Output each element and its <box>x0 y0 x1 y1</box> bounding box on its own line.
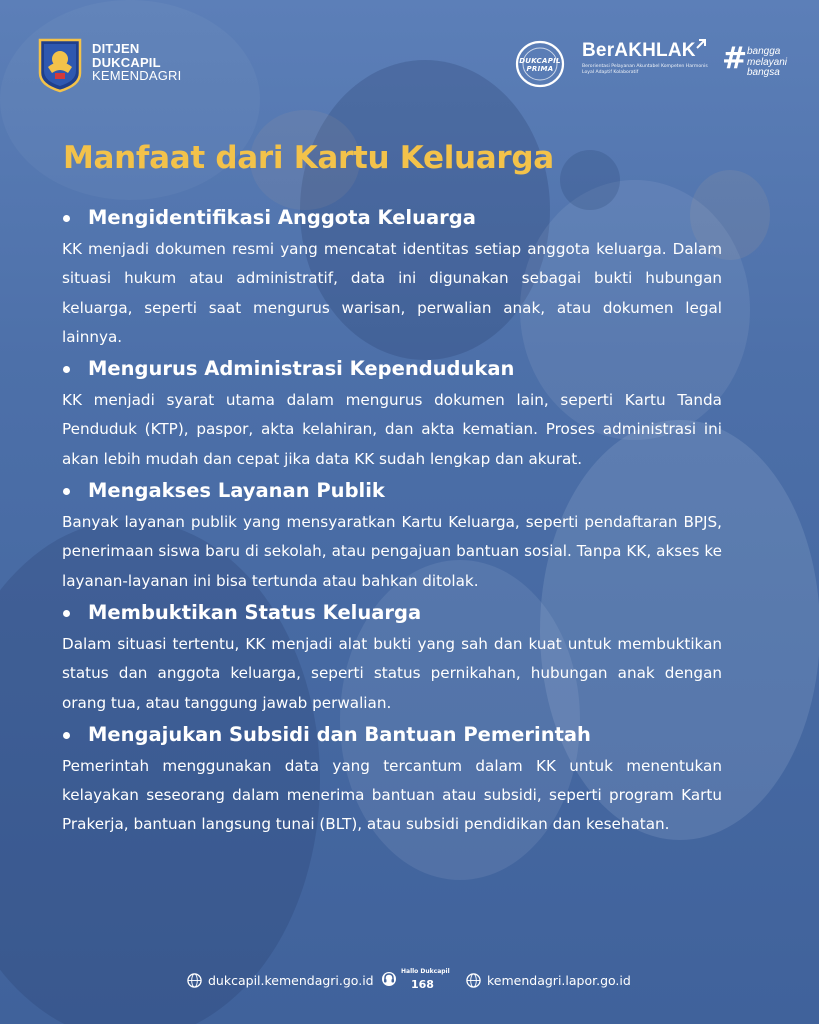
benefit-body: KK menjadi syarat utama dalam mengurus dokumen lain, seperti Kartu Tanda Penduduk (KTP), paspor, akta kelahiran, dan akta kematian. Proses administrasi ini akan lebih mudah dan cepat jika data KK sudah lengkap dan akurat. <box>62 391 722 468</box>
website-link[interactable] <box>187 970 374 990</box>
footer <box>0 964 819 996</box>
benefit-heading-text: Mengakses Layanan Publik <box>88 479 385 503</box>
prima-label: DUKCAPIL PRIMA <box>519 57 561 73</box>
org-line: KEMENDAGRI <box>92 68 182 83</box>
org-line: DITJEN <box>92 41 140 56</box>
benefit-body: Banyak layanan publik yang mensyaratkan Kartu Keluarga, seperti pendaftaran BPJS, penerimaan siswa baru di sekolah, atau pengajuan bantuan sosial. Tanpa KK, akses ke layanan-layanan ini bisa tertunda atau bahkan ditolak. <box>62 513 722 590</box>
headset-icon <box>381 971 397 987</box>
garuda-emblem-icon <box>37 37 83 93</box>
berakhlak-title: BerAKHLAK <box>582 40 696 61</box>
hallo-label: Hallo Dukcapil <box>401 968 450 975</box>
header <box>0 0 819 110</box>
benefit-body: Pemerintah menggunakan data yang tercantum dalam KK untuk menentukan kelayakan seseorang dalam menerima bantuan atau subsidi, seperti program Kartu Prakerja, bantuan langsung tunai (BLT), atau subsidi pendidikan dan kesehatan. <box>62 756 722 834</box>
benefit-heading <box>62 204 722 231</box>
bullet-icon <box>63 488 70 495</box>
bangga-line: melayani <box>747 56 788 68</box>
bangga-text <box>747 47 787 79</box>
lapor-text: kemendagri.lapor.go.id <box>487 972 631 988</box>
benefit-section <box>62 355 722 474</box>
benefit-heading-text: Membuktikan Status Keluarga <box>88 600 422 624</box>
website-text: dukcapil.kemendagri.go.id <box>208 972 374 988</box>
benefit-heading-text: Mengidentifikasi Anggota Keluarga <box>88 206 476 229</box>
bullet-icon <box>63 732 70 739</box>
bullet-icon <box>63 366 70 373</box>
lapor-link[interactable] <box>466 970 631 990</box>
benefit-heading <box>62 599 722 626</box>
background-shape <box>560 150 620 210</box>
benefit-heading <box>62 721 722 748</box>
bangga-line: bangga <box>747 46 781 57</box>
benefit-heading <box>62 477 722 504</box>
hallo-dukcapil[interactable] <box>381 968 456 996</box>
benefit-heading <box>62 355 722 382</box>
prima-logo <box>514 39 566 89</box>
bullet-icon <box>63 215 70 222</box>
benefit-section <box>62 204 722 352</box>
benefit-section <box>62 721 722 840</box>
org-name <box>92 42 181 83</box>
bangga-melayani-logo <box>722 41 802 94</box>
benefit-section <box>62 599 722 718</box>
benefit-heading-text: Mengajukan Subsidi dan Bantuan Pemerintah <box>88 722 591 746</box>
hash-icon: # <box>722 41 748 76</box>
hallo-number: 168 <box>411 978 434 991</box>
berakhlak-subtitle: Berorientasi Pelayanan Akuntabel Kompeten Harmonis Loyal Adaptif Kolaboratif <box>582 64 708 75</box>
bullet-icon <box>63 610 70 617</box>
benefits-list <box>62 204 722 840</box>
globe-icon <box>187 973 202 988</box>
berakhlak-arrow-icon <box>694 37 708 51</box>
benefit-heading-text: Mengurus Administrasi Kependudukan <box>88 357 515 381</box>
benefit-body: KK menjadi dokumen resmi yang mencatat identitas setiap anggota keluarga. Dalam situasi hukum atau administratif, data ini digunakan sebagai bukti hubungan keluarga, seperti saat mengurus warisan, perwalian anak, atau dokumen legal lainnya. <box>62 240 722 346</box>
org-line: DUKCAPIL <box>92 54 161 70</box>
page-title: Manfaat dari Kartu Keluarga <box>63 140 554 176</box>
bangga-line: bangsa <box>747 67 780 78</box>
berakhlak-logo <box>582 40 712 90</box>
globe-icon <box>466 973 481 988</box>
benefit-section <box>62 477 722 596</box>
benefit-body: Dalam situasi tertentu, KK menjadi alat bukti yang sah dan kuat untuk membuktikan status dan anggota keluarga, seperti status pernikahan, hubungan anak dengan orang tua, atau tanggung jawab perwalian. <box>62 634 722 712</box>
